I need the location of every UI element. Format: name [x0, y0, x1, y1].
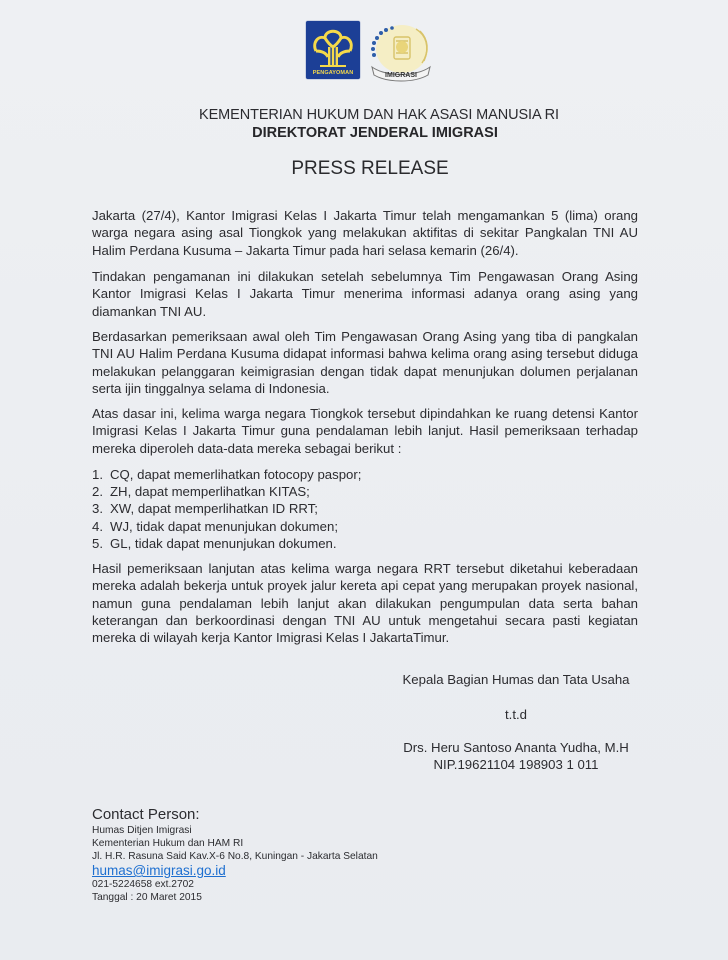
- paragraph-2: Tindakan pengamanan ini dilakukan setelah sebelumnya Tim Pengawasan Orang Asing Kantor Imigrasi Kelas I Jakarta Timur menerima informasi adanya orang asing yang diamankan TNI AU.: [92, 269, 638, 319]
- list-item-text: XW, dapat memperlihatkan ID RRT;: [110, 501, 318, 517]
- signature-mark: t.t.d: [505, 707, 527, 722]
- signatory-name: Drs. Heru Santoso Ananta Yudha, M.H: [403, 740, 629, 755]
- list-item: [92, 500, 361, 517]
- contact-phone: 021-5224658 ext.2702: [92, 879, 194, 890]
- findings-list: [92, 466, 361, 552]
- contact-heading: Contact Person:: [92, 806, 200, 823]
- pengayoman-label: PENGAYOMAN: [312, 70, 354, 76]
- contact-date: Tanggal : 20 Maret 2015: [92, 892, 202, 903]
- signatory-nip: NIP.19621104 198903 1 011: [433, 757, 599, 772]
- imigrasi-logo: [364, 21, 436, 83]
- contact-block: [92, 806, 378, 904]
- list-item-text: GL, tidak dapat menunjukan dokumen.: [110, 535, 337, 551]
- contact-org: Humas Ditjen Imigrasi: [92, 825, 192, 836]
- list-item: [92, 466, 361, 483]
- list-item-number: 2.: [92, 484, 103, 500]
- list-item: [92, 535, 361, 552]
- list-item-text: WJ, tidak dapat menunjukan dokumen;: [110, 518, 338, 534]
- list-item-text: CQ, dapat memerlihatkan fotocopy paspor;: [110, 467, 362, 482]
- paragraph-5: Hasil pemeriksaan lanjutan atas kelima warga negara RRT tersebut diketahui keberadaan mereka adalah bekerja untuk proyek jalur kereta api cepat yang merupakan proyek nasional, namun guna pendalaman lebih lanjut akan dilakukan pengumpulan data serta bahan keterangan dan berkoordinasi dengan TNI AU untuk mengetahui secara pasti kegiatan mereka di wilayah kerja Kantor Imigrasi Kelas I JakartaTimur.: [92, 561, 638, 646]
- imigrasi-label: IMIGRASI: [385, 72, 417, 79]
- letterhead: [0, 107, 728, 141]
- list-item-text: ZH, dapat memperlihatkan KITAS;: [110, 484, 310, 500]
- logo-bar: [306, 21, 436, 83]
- imigrasi-emblem-icon: [364, 21, 436, 83]
- pengayoman-logo: [306, 21, 360, 79]
- list-item-number: 5.: [92, 535, 103, 551]
- list-item: [92, 483, 361, 500]
- paragraph-3: Berdasarkan pemeriksaan awal oleh Tim Pengawasan Orang Asing yang tiba di pangkalan TNI AU Halim Perdana Kusuma didapat informasi bahwa kelima orang asing tersebut diduga melakukan pelanggaran keimigrasian dengan tidak dapat menunjukan dolumen perjalanan serta ijin tinggalnya selama di Indonesia.: [92, 329, 638, 396]
- document-title: PRESS RELEASE: [291, 158, 449, 179]
- list-item: [92, 518, 361, 535]
- ministry-name: KEMENTERIAN HUKUM DAN HAK ASASI MANUSIA RI: [199, 107, 559, 123]
- list-item-number: 4.: [92, 518, 103, 534]
- signatory-role: Kepala Bagian Humas dan Tata Usaha: [402, 672, 630, 687]
- paragraph-1: Jakarta (27/4), Kantor Imigrasi Kelas I Jakarta Timur telah mengamankan 5 (lima) orang warga negara asing asal Tiongkok yang melakukan aktifitas di sekitar Pangkalan TNI AU Halim Perdana Kusuma – Jakarta Timur pada hari selasa kemarin (26/4).: [92, 208, 638, 258]
- paragraph-4: Atas dasar ini, kelima warga negara Tiongkok tersebut dipindahkan ke ruang detensi Kantor Imigrasi Kelas I Jakarta Timur guna pendalaman lebih lanjut. Hasil pemeriksaan terhadap mereka diperoleh data-data mereka sebagai berikut :: [92, 406, 638, 456]
- list-item-number: 1.: [92, 467, 103, 482]
- contact-ministry: Kementerian Hukum dan HAM RI: [92, 838, 244, 849]
- contact-email-link[interactable]: humas@imigrasi.go.id: [92, 863, 226, 878]
- list-item-number: 3.: [92, 501, 103, 517]
- contact-address: Jl. H.R. Rasuna Said Kav.X-6 No.8, Kuningan - Jakarta Selatan: [92, 851, 378, 862]
- directorate-name: DIREKTORAT JENDERAL IMIGRASI: [252, 125, 498, 141]
